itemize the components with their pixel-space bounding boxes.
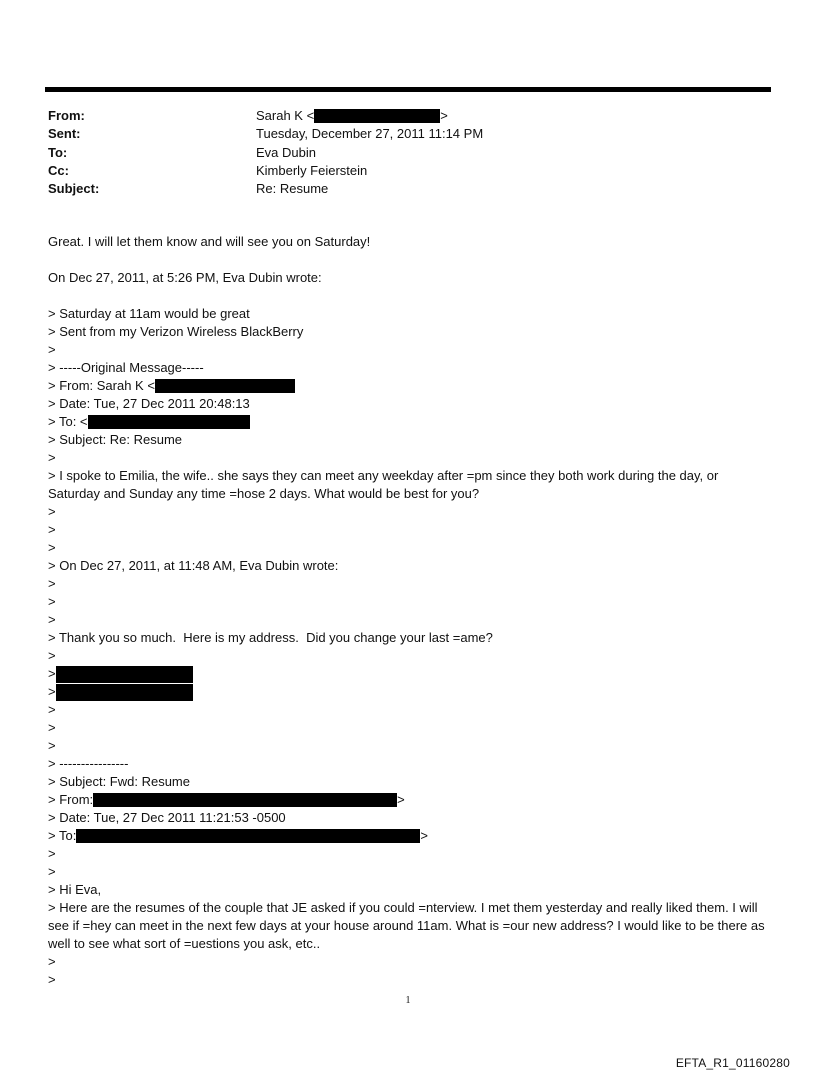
forward-from-text: > From: <box>48 792 94 807</box>
redaction-bar <box>76 829 420 843</box>
body-line: > On Dec 27, 2011, at 11:48 AM, Eva Dubin wrote: <box>48 558 339 573</box>
page-number: 1 <box>405 995 411 1006</box>
forward-to-text: > To: <box>48 828 77 843</box>
body-line: > ---------------- <box>48 756 129 771</box>
from-row <box>48 107 768 125</box>
sent-label: Sent: <box>48 126 81 142</box>
email-body <box>48 233 772 989</box>
address-line <box>48 665 772 683</box>
body-line: > Saturday at 11am would be great <box>48 306 250 321</box>
redaction-bar <box>93 793 397 807</box>
body-line: > <box>48 504 56 519</box>
body-line: > <box>48 648 56 663</box>
quoted-to-text: > To: < <box>48 414 88 429</box>
sent-value: Tuesday, December 27, 2011 11:14 PM <box>256 126 484 142</box>
body-line: > <box>48 954 56 969</box>
redaction-bar <box>88 415 250 429</box>
body-line: Great. I will let them know and will see you on Saturday! <box>48 234 371 249</box>
redaction-bar <box>155 379 295 393</box>
redaction-bar <box>56 666 193 683</box>
body-line: > <box>48 540 56 555</box>
address-quote: > <box>48 666 56 681</box>
cc-value: Kimberly Feierstein <box>256 162 368 178</box>
body-line: > Subject: Fwd: Resume <box>48 774 190 789</box>
body-line: > <box>48 612 56 627</box>
redaction-bar <box>314 109 440 123</box>
forward-from-line <box>48 791 772 809</box>
forward-to-suffix: > <box>420 828 428 843</box>
body-line: > <box>48 342 56 357</box>
body-line: > Date: Tue, 27 Dec 2011 20:48:13 <box>48 396 250 411</box>
body-line: > <box>48 738 56 753</box>
body-line: > <box>48 522 56 537</box>
body-line: > Date: Tue, 27 Dec 2011 11:21:53 -0500 <box>48 810 286 825</box>
document-id: EFTA_R1_01160280 <box>675 1056 790 1070</box>
body-line: On Dec 27, 2011, at 5:26 PM, Eva Dubin wrote: <box>48 270 322 285</box>
body-line: > <box>48 702 56 717</box>
to-label: To: <box>48 144 68 160</box>
body-line: > <box>48 720 56 735</box>
body-line: > <box>48 846 56 861</box>
body-line: > <box>48 972 56 987</box>
body-line: > Thank you so much. Here is my address. Did you change your last =ame? <box>48 630 493 645</box>
quoted-from-text: > From: Sarah K < <box>48 378 155 393</box>
subject-label: Subject: <box>48 181 100 197</box>
body-line: > <box>48 864 56 879</box>
body-line: > Subject: Re: Resume <box>48 432 183 447</box>
body-line: > <box>48 450 56 465</box>
redaction-bar <box>56 684 193 701</box>
header-rule <box>45 87 771 92</box>
body-line: > Sent from my Verizon Wireless BlackBerry <box>48 324 304 339</box>
cc-label: Cc: <box>48 162 69 178</box>
body-line: > <box>48 576 56 591</box>
forward-from-suffix: > <box>397 792 405 807</box>
quoted-to-line <box>48 413 772 431</box>
sent-row <box>48 125 768 143</box>
from-suffix: > <box>440 108 448 123</box>
address-quote: > <box>48 684 56 699</box>
body-line: > I spoke to Emilia, the wife.. she says they can meet any weekday after =pm since they both work during the day, or Saturday and Sunday any time =hose 2 days. What would be best for you? <box>48 468 722 501</box>
body-line: > Here are the resumes of the couple that JE asked if you could =nterview. I met them yesterday and really liked them. I will see if =hey can meet in the next few days at your house around 11am. What is =our new address? I would like to be there as well to see what sort of =uestions you ask, etc.. <box>48 900 769 951</box>
from-label: From: <box>48 108 85 123</box>
to-value: Eva Dubin <box>256 144 316 160</box>
forward-to-line <box>48 827 772 845</box>
to-row <box>48 144 768 162</box>
subject-row <box>48 180 768 198</box>
body-line: > Hi Eva, <box>48 882 102 897</box>
email-header <box>48 107 768 198</box>
body-line: > <box>48 594 56 609</box>
cc-row <box>48 162 768 180</box>
address-line <box>48 683 772 701</box>
quoted-from-line <box>48 377 772 395</box>
subject-value: Re: Resume <box>256 181 329 197</box>
body-line: > -----Original Message----- <box>48 360 204 375</box>
from-value: Sarah K < <box>256 108 315 123</box>
